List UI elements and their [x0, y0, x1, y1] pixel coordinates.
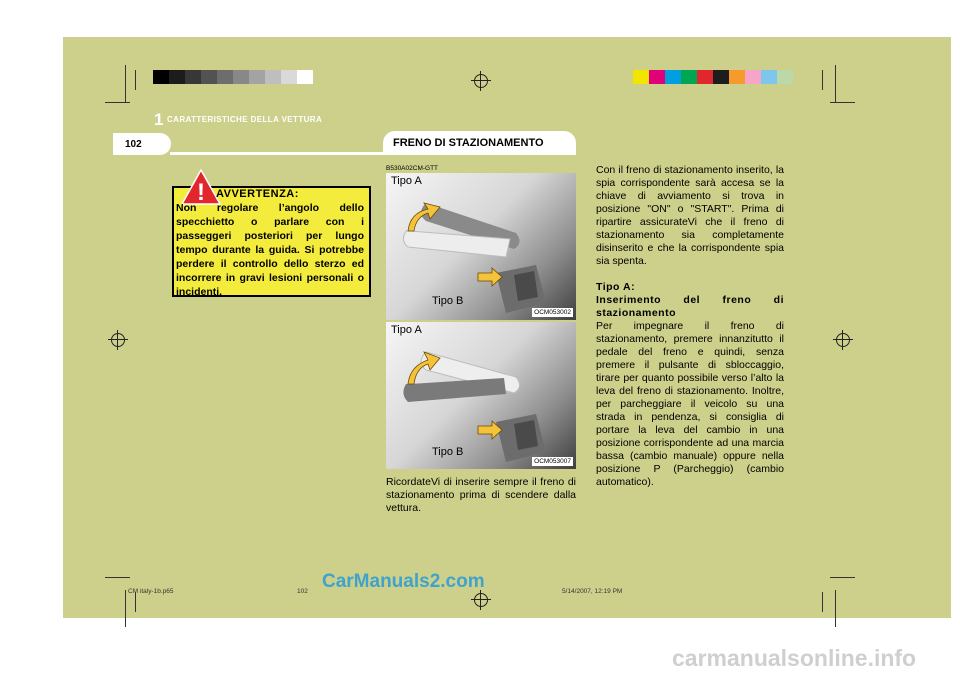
gray-swatch — [297, 70, 313, 84]
crop-mark — [835, 590, 836, 627]
gray-swatch — [185, 70, 201, 84]
page-number-bubble — [113, 133, 171, 155]
intro-paragraph: Con il freno di stazionamento inserito, la spia corrispondente sarà accesa se la chiave di avviamento si trova in posizione "ON" o "START". Prima di ripartire assicurateVi che il freno di stazionamento sia completamente disinserito e che la corrispondente spia sia spenta. — [596, 164, 784, 267]
crop-mark — [125, 590, 126, 627]
tipo-a-heading: Tipo A: — [596, 281, 636, 293]
color-swatch — [713, 70, 729, 84]
gray-calibration-bar — [153, 70, 313, 84]
crop-mark — [135, 70, 136, 90]
figure-label-tipo-a: Tipo A — [391, 175, 422, 187]
figure-label-tipo-b: Tipo B — [432, 295, 464, 307]
brand-link[interactable]: CarManuals2.com — [322, 571, 485, 592]
section-title: FRENO DI STAZIONAMENTO — [393, 137, 544, 149]
brake-lever-illustration — [386, 322, 576, 469]
registration-target-icon — [471, 590, 491, 610]
color-swatch — [649, 70, 665, 84]
crop-mark — [105, 102, 130, 103]
parking-brake-figure-1 — [386, 173, 576, 320]
footer-file-name: CM italy-1b.p65 — [128, 588, 174, 595]
warning-title: AVVERTENZA: — [216, 188, 299, 200]
color-calibration-bar — [633, 70, 793, 84]
registration-target-icon — [471, 71, 491, 91]
gray-swatch — [153, 70, 169, 84]
color-swatch — [633, 70, 649, 84]
chapter-title: CARATTERISTICHE DELLA VETTURA — [167, 115, 323, 124]
gray-swatch — [169, 70, 185, 84]
registration-target-icon — [833, 330, 853, 350]
crop-mark — [135, 592, 136, 612]
crop-mark — [822, 592, 823, 612]
gray-swatch — [233, 70, 249, 84]
color-swatch — [697, 70, 713, 84]
chapter-number: 1 — [154, 110, 164, 129]
warning-body: Non regolare l’angolo dello specchietto o parlare con i passeggeri posteriori per lungo tempo durante la guida. Si potrebbe perdere il controllo dello sterzo ed incorrere in gravi lesioni personali o incidenti. — [176, 202, 364, 298]
figure-label-tipo-b: Tipo B — [432, 446, 464, 458]
brake-lever-illustration — [386, 173, 576, 320]
footer-page-number: 102 — [297, 588, 308, 595]
color-swatch — [777, 70, 793, 84]
gray-swatch — [265, 70, 281, 84]
color-swatch — [761, 70, 777, 84]
crop-mark — [830, 577, 855, 578]
color-swatch — [681, 70, 697, 84]
figure-code: OCM053007 — [534, 458, 571, 465]
crop-mark — [822, 70, 823, 90]
gray-swatch — [281, 70, 297, 84]
crop-mark — [830, 102, 855, 103]
insertion-heading: Inserimento del freno di stazionamento — [596, 294, 784, 319]
color-swatch — [745, 70, 761, 84]
watermark-text: carmanualsonline.info — [672, 645, 917, 671]
color-swatch — [729, 70, 745, 84]
gray-swatch — [249, 70, 265, 84]
svg-text:!: ! — [197, 179, 205, 205]
footer-date: 5/14/2007, 12:19 PM — [562, 588, 623, 595]
reminder-paragraph: RicordateVi di inserire sempre il freno di stazionamento prima di scendere dalla vettura. — [386, 476, 576, 514]
crop-mark — [105, 577, 130, 578]
gray-swatch — [201, 70, 217, 84]
color-swatch — [665, 70, 681, 84]
crop-mark — [125, 65, 126, 102]
warning-triangle-icon — [181, 169, 221, 205]
parking-brake-figure-2 — [386, 322, 576, 469]
insertion-paragraph: Per impegnare il freno di stazionamento, premere innanzitutto il pedale del freno e quindi, senza premere il pulsante di sbloccaggio, tirare per quanto possibile verso l’alto la leva del freno di stazionamento. Inoltre, per parcheggiare il veicolo su una strada in pendenza, si consiglia di portare la leva del cambio in una posizione corrispondente ad una marcia bassa (cambio manuale) oppure nella posizione P (Parcheggio) (cambio automatico). — [596, 320, 784, 488]
page-number: 102 — [125, 139, 142, 150]
gray-swatch — [217, 70, 233, 84]
right-column — [596, 164, 784, 489]
figure-label-tipo-a: Tipo A — [391, 324, 422, 336]
figure-code: OCM053002 — [534, 309, 571, 316]
registration-target-icon — [108, 330, 128, 350]
crop-mark — [835, 65, 836, 102]
figure-code-label: B530A02CM-GTT — [386, 165, 439, 172]
